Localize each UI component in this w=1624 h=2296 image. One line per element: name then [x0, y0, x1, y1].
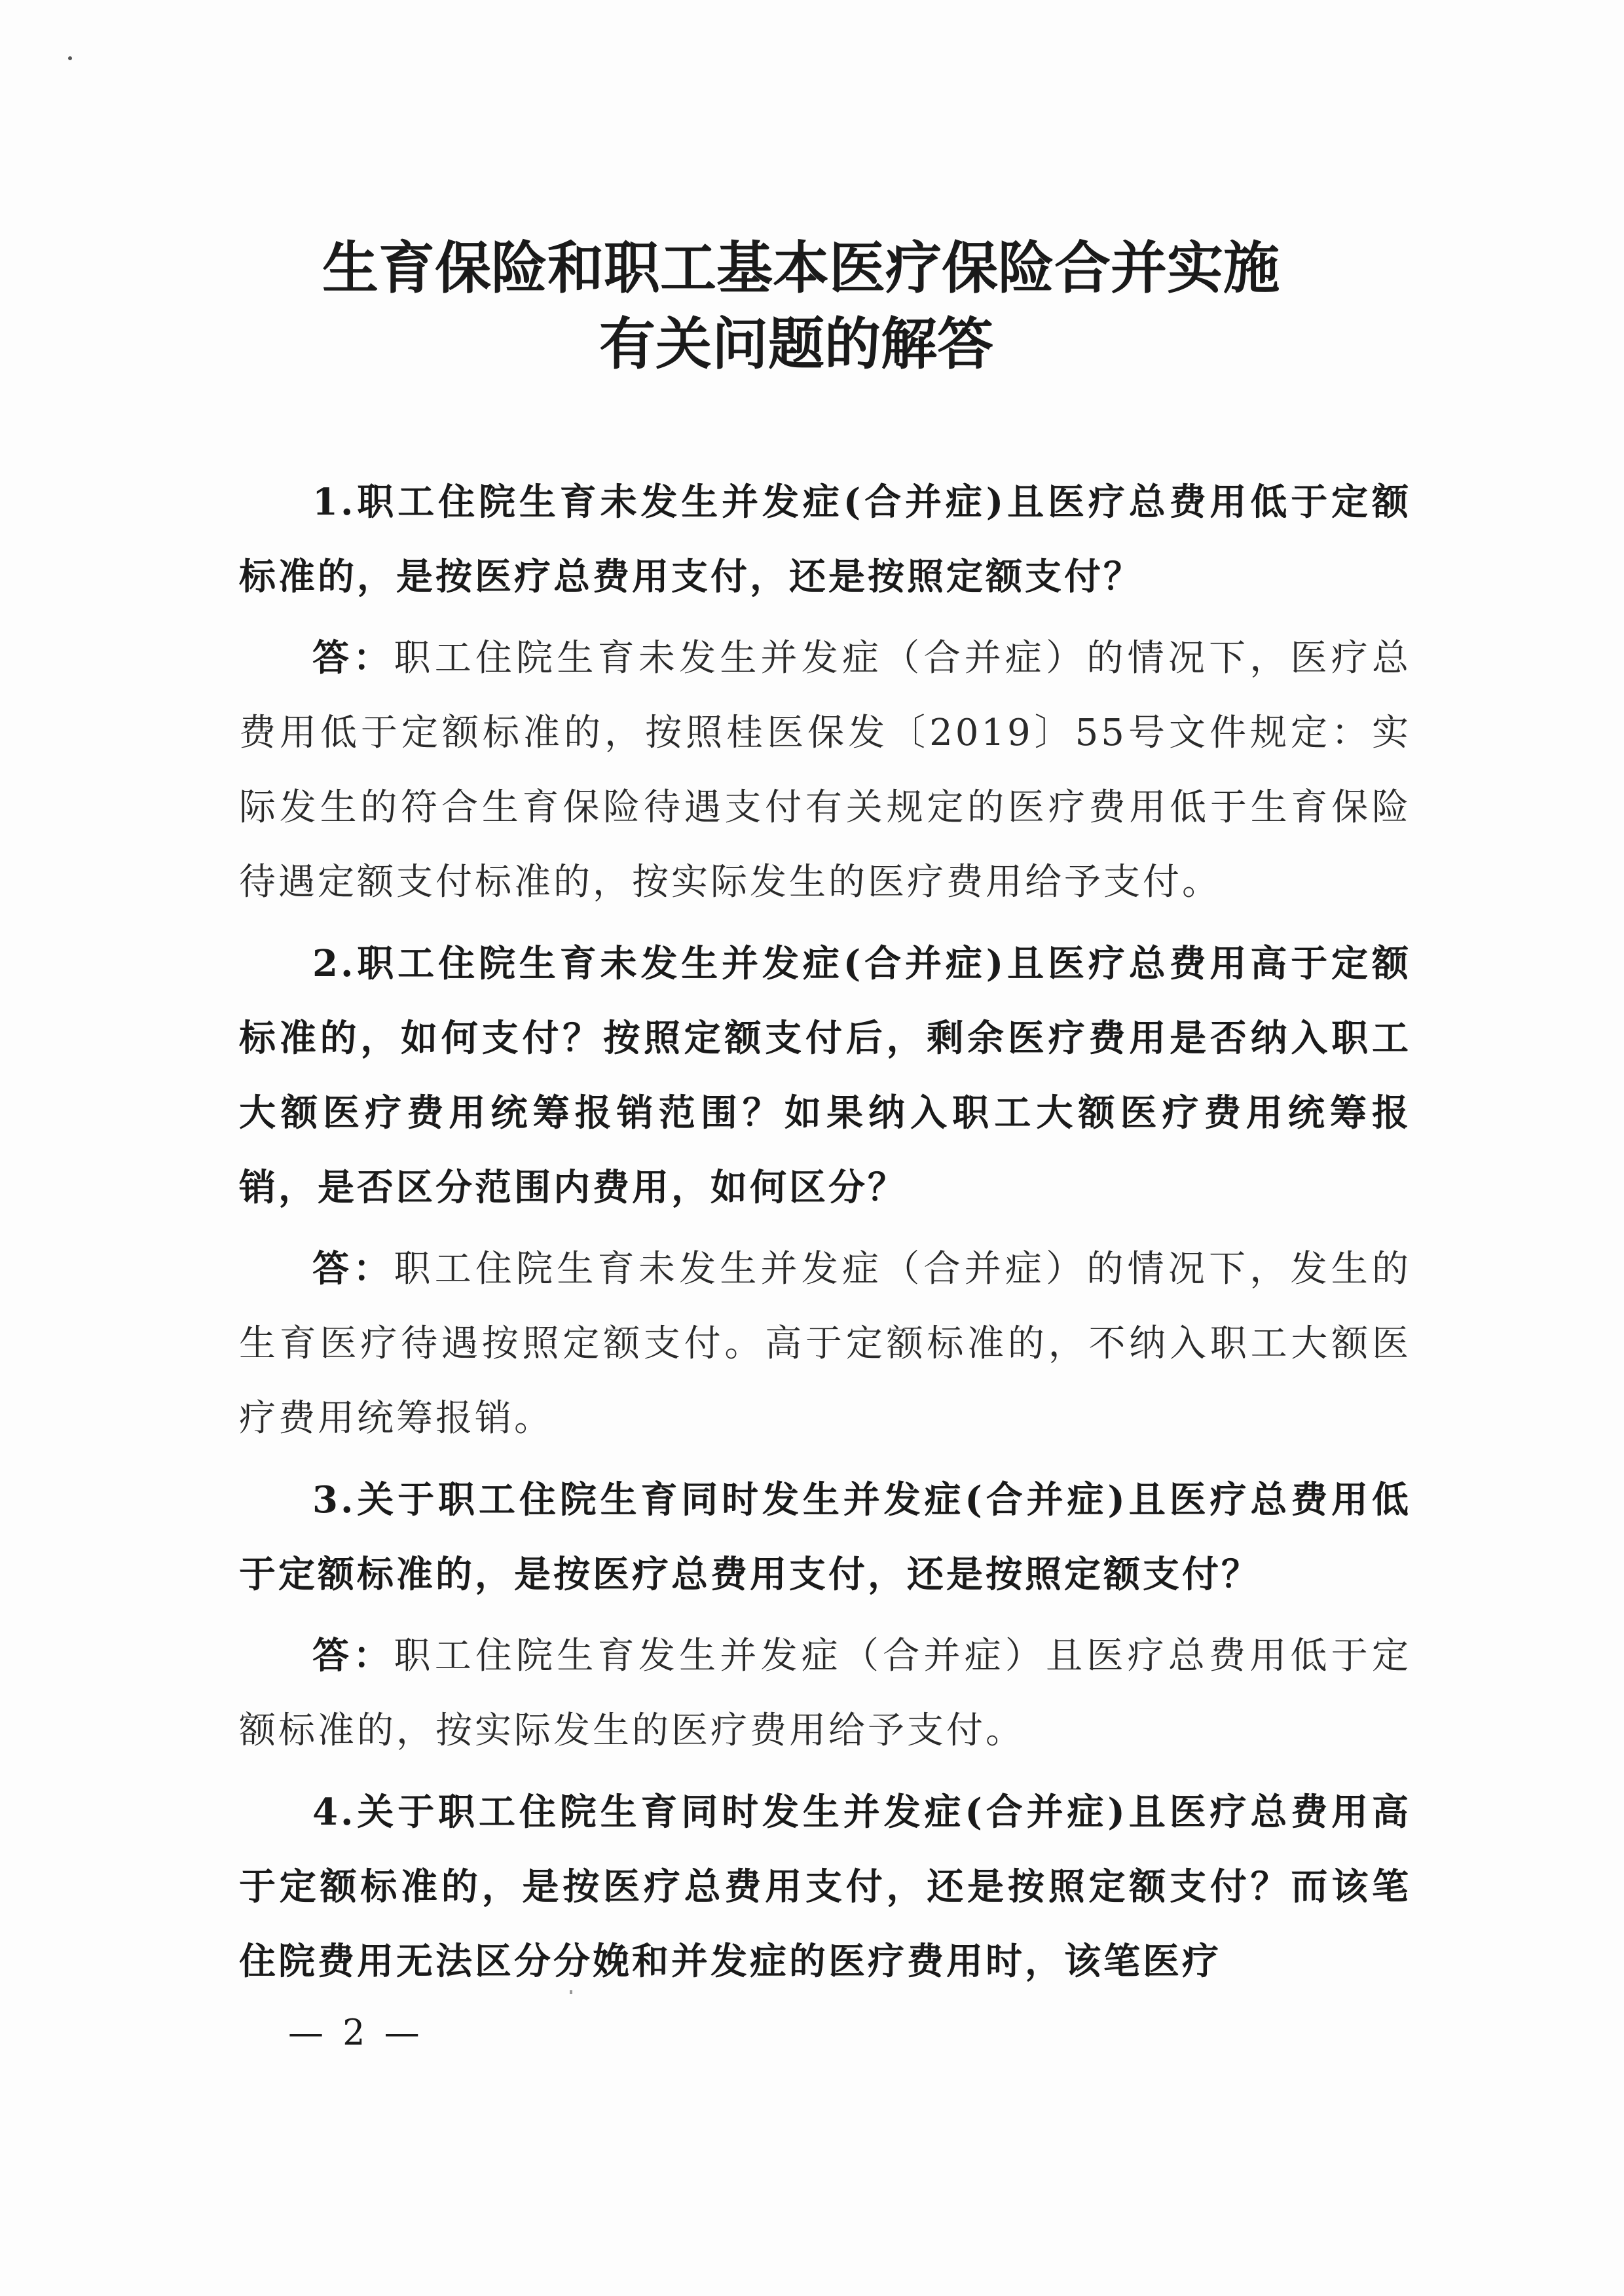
- answer-2: [239, 1231, 1411, 1456]
- scan-speck: [68, 56, 72, 60]
- scan-mark: [570, 1990, 572, 1994]
- answer-text: 职工住院生育发生并发症（合并症）且医疗总费用低于定额标准的，按实际发生的医疗费用给予支付。: [239, 1635, 1412, 1752]
- answer-text: 职工住院生育未发生并发症（合并症）的情况下，医疗总费用低于定额标准的，按照桂医保发〔2019〕55号文件规定：实际发生的符合生育保险待遇支付有关规定的医疗费用低于生育保险待遇定额支付标准的，按实际发生的医疗费用给予支付。: [239, 637, 1412, 903]
- question-3: 3.关于职工住院生育同时发生并发症(合并症)且医疗总费用低于定额标准的，是按医疗总费用支付，还是按照定额支付？: [239, 1478, 1411, 1596]
- answer-prefix: 答：: [312, 636, 394, 680]
- answer-3: [239, 1618, 1411, 1768]
- question-1: 1.职工住院生育未发生并发症(合并症)且医疗总费用低于定额标准的，是按医疗总费用支付，还是按照定额支付？: [239, 481, 1411, 598]
- question-4: 4.关于职工住院生育同时发生并发症(合并症)且医疗总费用高于定额标准的，是按医疗总费用支付，还是按照定额支付？而该笔住院费用无法区分分娩和并发症的医疗费用时，该笔医疗: [239, 1791, 1411, 1983]
- page-number: — 2 —: [288, 2012, 424, 2053]
- answer-prefix: 答：: [312, 1247, 394, 1290]
- document-title-line1: 生育保险和职工基本医疗保险合并实施: [322, 235, 1280, 301]
- answer-1: [239, 621, 1411, 920]
- document-title-line2: 有关问题的解答: [599, 311, 993, 377]
- question-2: 2.职工住院生育未发生并发症(合并症)且医疗总费用高于定额标准的，如何支付？按照定额支付后，剩余医疗费用是否纳入职工大额医疗费用统筹报销范围？如果纳入职工大额医疗费用统筹报销，是否区分范围内费用，如何区分？: [239, 942, 1411, 1209]
- document-body: [239, 465, 1411, 2005]
- answer-text: 职工住院生育未发生并发症（合并症）的情况下，发生的生育医疗待遇按照定额支付。高于定额标准的，不纳入职工大额医疗费用统筹报销。: [239, 1248, 1412, 1440]
- answer-prefix: 答：: [312, 1634, 394, 1677]
